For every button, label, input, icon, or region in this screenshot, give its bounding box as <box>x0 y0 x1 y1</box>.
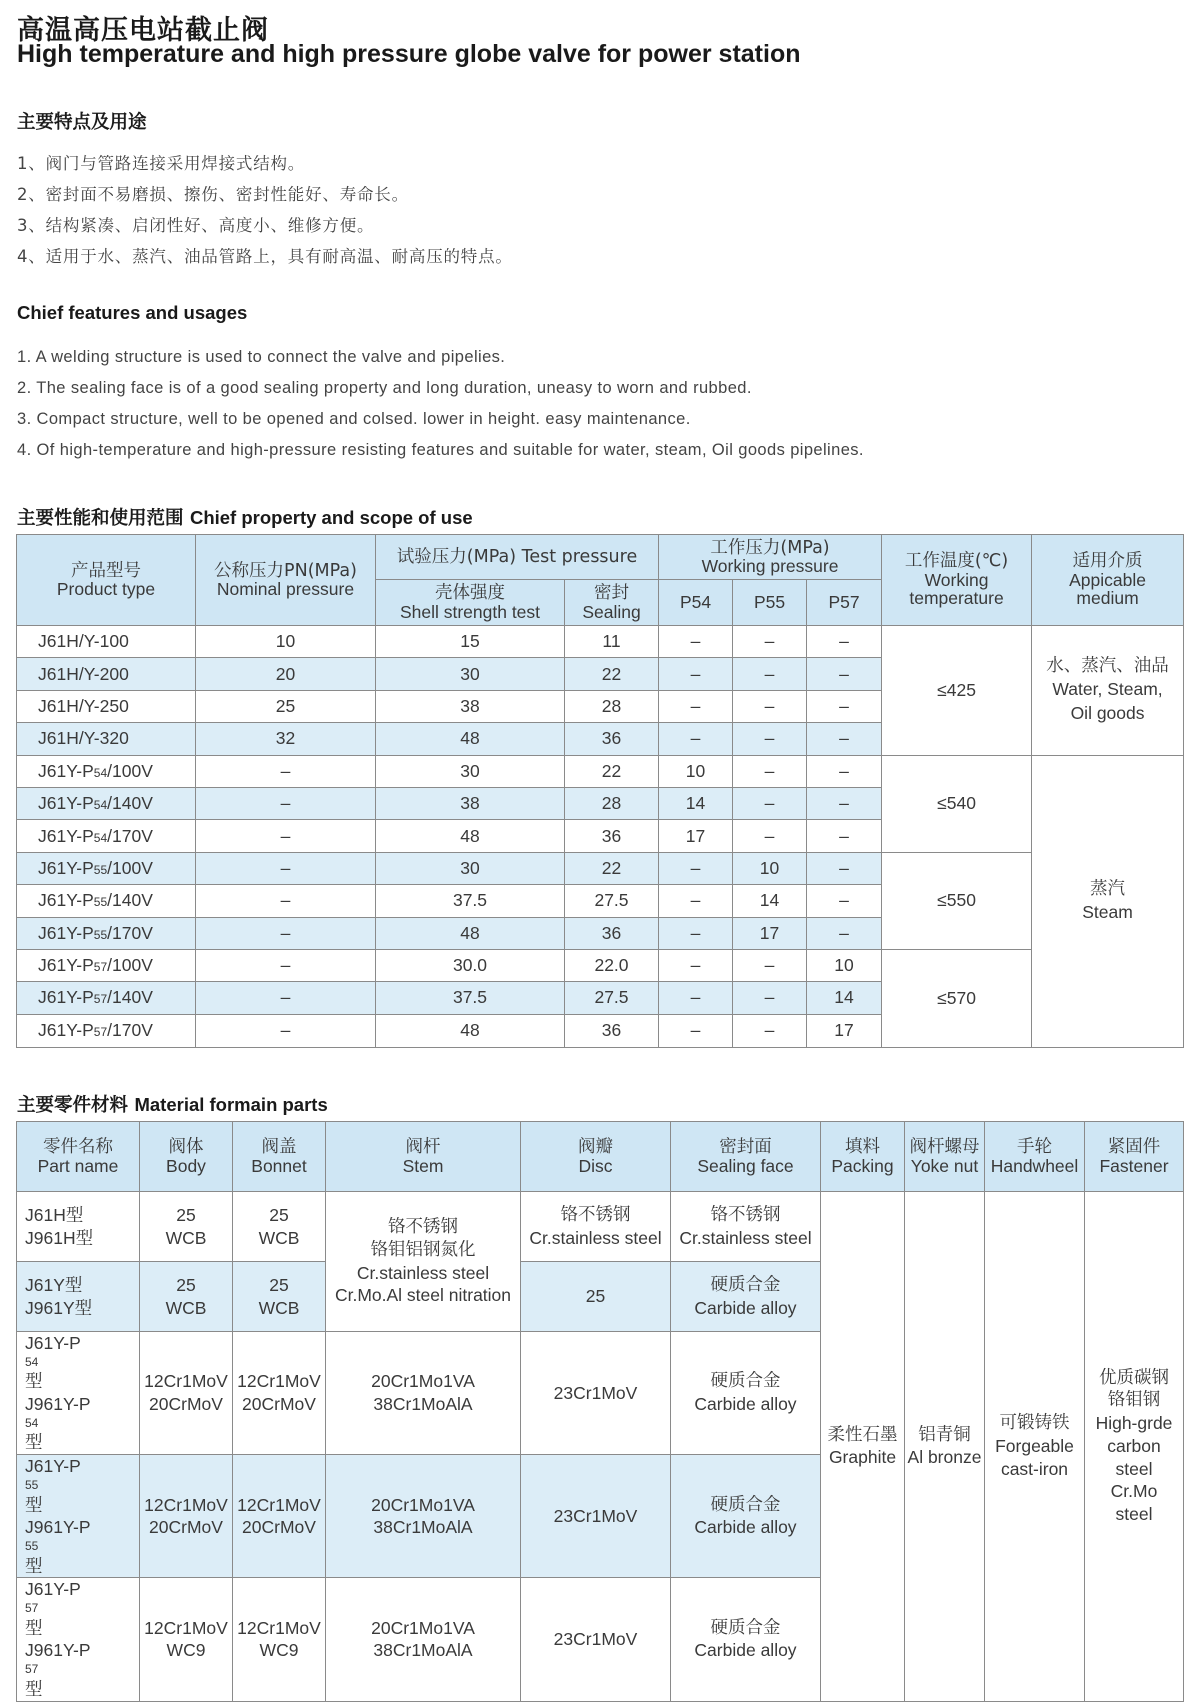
nominal-pressure-cell: 10 <box>196 626 376 658</box>
p57-cell: 17 <box>807 1014 882 1047</box>
product-type-cell: J61Y-P54/100V <box>17 755 196 787</box>
product-type-cell: J61H/Y-320 <box>17 723 196 755</box>
p54-cell: – <box>659 723 733 755</box>
p57-cell: – <box>807 755 882 787</box>
header-p57: P57 <box>807 580 882 626</box>
product-type-cell: J61H/Y-250 <box>17 690 196 722</box>
property-heading <box>17 504 473 530</box>
product-type-cell: J61Y-P55/170V <box>17 917 196 949</box>
disc-cell: 23Cr1MoV <box>521 1578 671 1701</box>
features-en-list <box>17 342 864 466</box>
p57-cell: – <box>807 626 882 658</box>
p54-cell: – <box>659 658 733 690</box>
applicable-medium-cell: 水、蒸汽、油品 Water, Steam, Oil goods <box>1032 626 1184 756</box>
p55-cell: – <box>733 1014 807 1047</box>
p55-cell: – <box>733 820 807 852</box>
materials-heading <box>17 1091 328 1117</box>
shell-strength-cell: 38 <box>376 690 565 722</box>
shell-strength-cell: 48 <box>376 1014 565 1047</box>
working-temperature-cell: ≤540 <box>882 755 1032 852</box>
sealing-cell: 28 <box>565 787 659 819</box>
p55-cell: 17 <box>733 917 807 949</box>
part-name-cell: J61Y-P 54 型 J961Y-P 54 型 <box>17 1332 140 1455</box>
nominal-pressure-cell: 32 <box>196 723 376 755</box>
body-cell: 25 WCB <box>140 1262 233 1332</box>
sealing-cell: 22 <box>565 755 659 787</box>
header-test-pressure: 试验压力(MPa) Test pressure <box>376 535 659 580</box>
p55-cell: – <box>733 787 807 819</box>
p55-cell: – <box>733 658 807 690</box>
sealing-face-cell: 硬质合金 Carbide alloy <box>671 1332 821 1455</box>
nominal-pressure-cell: – <box>196 949 376 981</box>
p55-cell: – <box>733 982 807 1014</box>
table-row <box>17 949 1184 981</box>
header-handwheel: 手轮 Handwheel <box>985 1122 1085 1192</box>
nominal-pressure-cell: – <box>196 982 376 1014</box>
page-title-en: High temperature and high pressure globe valve for power station <box>17 40 801 68</box>
table-row <box>17 755 1184 787</box>
body-cell: 25 WCB <box>140 1192 233 1262</box>
disc-cell: 25 <box>521 1262 671 1332</box>
handwheel-cell: 可锻铸铁 Forgeable cast-iron <box>985 1192 1085 1702</box>
header-p55: P55 <box>733 580 807 626</box>
product-type-cell: J61Y-P54/140V <box>17 787 196 819</box>
list-item: 2、密封面不易磨损、擦伤、密封性能好、寿命长。 <box>17 185 409 204</box>
working-temperature-cell: ≤550 <box>882 852 1032 949</box>
sealing-cell: 36 <box>565 723 659 755</box>
list-item: 1、阀门与管路连接采用焊接式结构。 <box>17 154 306 173</box>
header-applicable-medium: 适用介质 Appicable medium <box>1032 535 1184 626</box>
product-type-cell: J61Y-P54/170V <box>17 820 196 852</box>
table-row <box>17 626 1184 658</box>
p54-cell: – <box>659 626 733 658</box>
shell-strength-cell: 38 <box>376 787 565 819</box>
features-cn-list <box>17 148 513 272</box>
shell-strength-cell: 37.5 <box>376 885 565 917</box>
nominal-pressure-cell: 25 <box>196 690 376 722</box>
bonnet-cell: 25 WCB <box>233 1262 326 1332</box>
bonnet-cell: 25 WCB <box>233 1192 326 1262</box>
p54-cell: – <box>659 690 733 722</box>
product-type-cell: J61Y-P55/140V <box>17 885 196 917</box>
disc-cell: 23Cr1MoV <box>521 1455 671 1578</box>
part-name-cell: J61H型 J961H型 <box>17 1192 140 1262</box>
list-item: 4、适用于水、蒸汽、油品管路上，具有耐高温、耐高压的特点。 <box>17 247 513 266</box>
shell-strength-cell: 48 <box>376 723 565 755</box>
p57-cell: – <box>807 658 882 690</box>
sealing-face-cell: 铬不锈钢 Cr.stainless steel <box>671 1192 821 1262</box>
header-sealing: 密封 Sealing <box>565 580 659 626</box>
nominal-pressure-cell: – <box>196 1014 376 1047</box>
table-row <box>17 852 1184 884</box>
header-p54: P54 <box>659 580 733 626</box>
property-table <box>16 534 1184 1048</box>
product-type-cell: J61Y-P57/170V <box>17 1014 196 1047</box>
bonnet-cell: 12Cr1MoV 20CrMoV <box>233 1455 326 1578</box>
part-name-cell: J61Y-P 57 型 J961Y-P 57 型 <box>17 1578 140 1701</box>
nominal-pressure-cell: – <box>196 885 376 917</box>
sealing-cell: 36 <box>565 1014 659 1047</box>
body-cell: 12Cr1MoV WC9 <box>140 1578 233 1701</box>
shell-strength-cell: 30 <box>376 852 565 884</box>
shell-strength-cell: 15 <box>376 626 565 658</box>
working-temperature-cell: ≤425 <box>882 626 1032 756</box>
disc-cell: 铬不锈钢 Cr.stainless steel <box>521 1192 671 1262</box>
page-title-cn: 高温高压电站截止阀 <box>17 15 269 46</box>
p55-cell: – <box>733 626 807 658</box>
stem-cell: 20Cr1Mo1VA 38Cr1MoAlA <box>326 1332 521 1455</box>
p55-cell: – <box>733 723 807 755</box>
header-packing: 填料 Packing <box>821 1122 905 1192</box>
p54-cell: – <box>659 852 733 884</box>
p54-cell: – <box>659 1014 733 1047</box>
product-type-cell: J61Y-P57/100V <box>17 949 196 981</box>
sealing-cell: 28 <box>565 690 659 722</box>
sealing-cell: 22 <box>565 658 659 690</box>
p57-cell: – <box>807 852 882 884</box>
sealing-cell: 27.5 <box>565 885 659 917</box>
packing-cell: 柔性石墨 Graphite <box>821 1192 905 1702</box>
p57-cell: 10 <box>807 949 882 981</box>
p57-cell: – <box>807 917 882 949</box>
header-fastener: 紧固件 Fastener <box>1085 1122 1184 1192</box>
shell-strength-cell: 48 <box>376 820 565 852</box>
header-body: 阀体 Body <box>140 1122 233 1192</box>
header-part-name: 零件名称 Part name <box>17 1122 140 1192</box>
p54-cell: 14 <box>659 787 733 819</box>
materials-heading-cn: 主要零件材料 <box>17 1095 129 1116</box>
p57-cell: – <box>807 690 882 722</box>
sealing-cell: 36 <box>565 917 659 949</box>
product-type-cell: J61Y-P55/100V <box>17 852 196 884</box>
list-item: 4. Of high-temperature and high-pressure resisting features and suitable for water, steam, Oil goods pipelines. <box>17 441 864 459</box>
p55-cell: 14 <box>733 885 807 917</box>
nominal-pressure-cell: 20 <box>196 658 376 690</box>
p55-cell: – <box>733 690 807 722</box>
header-stem: 阀杆 Stem <box>326 1122 521 1192</box>
nominal-pressure-cell: – <box>196 852 376 884</box>
header-yoke-nut: 阀杆螺母 Yoke nut <box>905 1122 985 1192</box>
product-type-cell: J61H/Y-100 <box>17 626 196 658</box>
property-heading-en: Chief property and scope of use <box>189 507 473 528</box>
header-disc: 阀瓣 Disc <box>521 1122 671 1192</box>
p55-cell: – <box>733 755 807 787</box>
p54-cell: – <box>659 885 733 917</box>
materials-heading-en: Material formain parts <box>134 1094 328 1115</box>
sealing-cell: 22.0 <box>565 949 659 981</box>
nominal-pressure-cell: – <box>196 787 376 819</box>
product-type-cell: J61Y-P57/140V <box>17 982 196 1014</box>
p57-cell: – <box>807 885 882 917</box>
p54-cell: – <box>659 982 733 1014</box>
header-working-pressure: 工作压力(MPa) Working pressure <box>659 535 882 580</box>
fastener-cell: 优质碳钢 铬钼钢 High-grde carbon steel Cr.Mo steel <box>1085 1192 1184 1702</box>
header-nominal-pressure: 公称压力PN(MPa) Nominal pressure <box>196 535 376 626</box>
bonnet-cell: 12Cr1MoV 20CrMoV <box>233 1332 326 1455</box>
shell-strength-cell: 30 <box>376 658 565 690</box>
shell-strength-cell: 48 <box>376 917 565 949</box>
yoke-nut-cell: 铝青铜 Al bronze <box>905 1192 985 1702</box>
bonnet-cell: 12Cr1MoV WC9 <box>233 1578 326 1701</box>
stem-cell: 20Cr1Mo1VA 38Cr1MoAlA <box>326 1578 521 1701</box>
sealing-face-cell: 硬质合金 Carbide alloy <box>671 1578 821 1701</box>
working-temperature-cell: ≤570 <box>882 949 1032 1047</box>
p57-cell: – <box>807 723 882 755</box>
header-product-type: 产品型号 Product type <box>17 535 196 626</box>
p54-cell: 10 <box>659 755 733 787</box>
features-en-heading: Chief features and usages <box>17 302 248 323</box>
applicable-medium-cell: 蒸汽 Steam <box>1032 755 1184 1047</box>
materials-table <box>16 1121 1184 1702</box>
header-bonnet: 阀盖 Bonnet <box>233 1122 326 1192</box>
p54-cell: – <box>659 949 733 981</box>
p57-cell: – <box>807 787 882 819</box>
list-item: 3. Compact structure, well to be opened and colsed. lower in height. easy maintenance. <box>17 410 691 428</box>
list-item: 2. The sealing face is of a good sealing property and long duration, uneasy to worn and rubbed. <box>17 379 752 397</box>
p57-cell: 14 <box>807 982 882 1014</box>
header-sealing-face: 密封面 Sealing face <box>671 1122 821 1192</box>
p55-cell: – <box>733 949 807 981</box>
nominal-pressure-cell: – <box>196 755 376 787</box>
stem-cell-merged: 铬不锈钢 铬钼铝钢氮化 Cr.stainless steel Cr.Mo.Al steel nitration <box>326 1192 521 1332</box>
p54-cell: – <box>659 917 733 949</box>
sealing-cell: 36 <box>565 820 659 852</box>
nominal-pressure-cell: – <box>196 820 376 852</box>
sealing-cell: 11 <box>565 626 659 658</box>
list-item: 1. A welding structure is used to connect the valve and pipelies. <box>17 348 506 366</box>
header-working-temperature: 工作温度(℃) Working temperature <box>882 535 1032 626</box>
body-cell: 12Cr1MoV 20CrMoV <box>140 1332 233 1455</box>
shell-strength-cell: 37.5 <box>376 982 565 1014</box>
features-cn-heading: 主要特点及用途 <box>17 112 147 133</box>
p55-cell: 10 <box>733 852 807 884</box>
sealing-face-cell: 硬质合金 Carbide alloy <box>671 1262 821 1332</box>
product-type-cell: J61H/Y-200 <box>17 658 196 690</box>
list-item: 3、结构紧凑、启闭性好、高度小、维修方便。 <box>17 216 375 235</box>
sealing-face-cell: 硬质合金 Carbide alloy <box>671 1455 821 1578</box>
nominal-pressure-cell: – <box>196 917 376 949</box>
part-name-cell: J61Y-P 55 型 J961Y-P 55 型 <box>17 1455 140 1578</box>
p54-cell: 17 <box>659 820 733 852</box>
shell-strength-cell: 30.0 <box>376 949 565 981</box>
stem-cell: 20Cr1Mo1VA 38Cr1MoAlA <box>326 1455 521 1578</box>
part-name-cell: J61Y型 J961Y型 <box>17 1262 140 1332</box>
property-heading-cn: 主要性能和使用范围 <box>17 508 184 529</box>
shell-strength-cell: 30 <box>376 755 565 787</box>
disc-cell: 23Cr1MoV <box>521 1332 671 1455</box>
p57-cell: – <box>807 820 882 852</box>
header-shell-strength: 壳体强度 Shell strength test <box>376 580 565 626</box>
sealing-cell: 22 <box>565 852 659 884</box>
body-cell: 12Cr1MoV 20CrMoV <box>140 1455 233 1578</box>
sealing-cell: 27.5 <box>565 982 659 1014</box>
